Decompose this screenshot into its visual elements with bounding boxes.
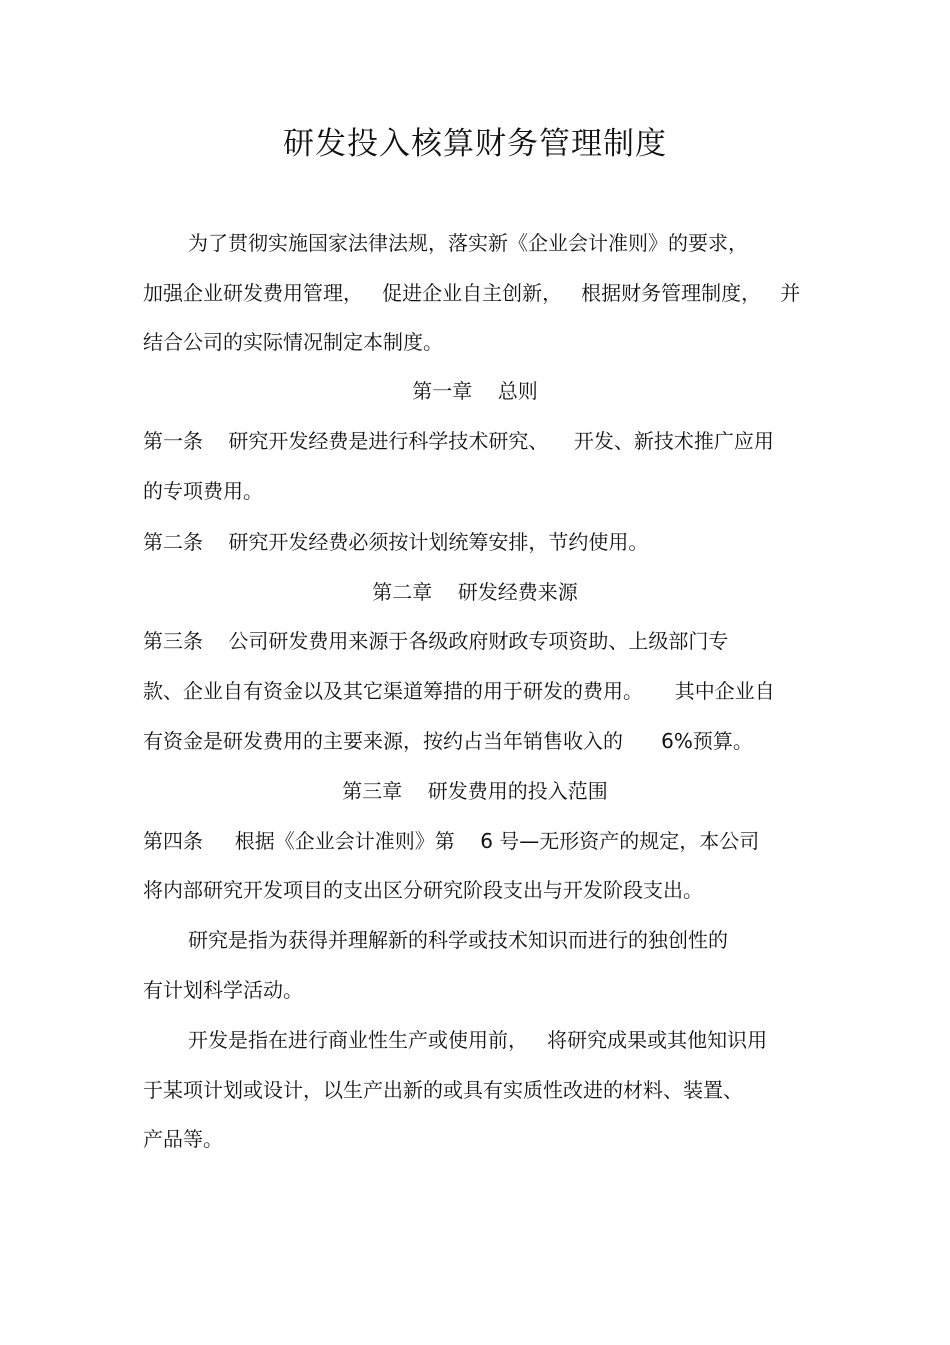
development-definition-line: 开发是指在进行商业性生产或使用前， 将研究成果或其他知识用 (188, 1028, 768, 1052)
article-2-line: 第二条 研究开发经费必须按计划统筹安排，节约使用。 (143, 530, 649, 554)
article-3-line: 有资金是研发费用的主要来源，按约占当年销售收入的 6%预算。 (143, 729, 753, 753)
intro-paragraph-line: 为了贯彻实施国家法律法规，落实新《企业会计准则》的要求， (188, 231, 748, 255)
intro-paragraph-line: 加强企业研发费用管理， 促进企业自主创新， 根据财务管理制度， 并 (143, 281, 801, 305)
research-definition-line: 有计划科学活动。 (143, 978, 303, 1002)
article-4-line: 第四条 根据《企业会计准则》第 6 号—无形资产的规定，本公司 (143, 829, 760, 853)
development-definition-line: 产品等。 (143, 1127, 223, 1151)
chapter-1-heading: 第一章 总则 (412, 379, 538, 403)
article-1-line: 第一条 研究开发经费是进行科学技术研究、 开发、新技术推广应用 (143, 429, 774, 453)
document-title: 研发投入核算财务管理制度 (283, 126, 667, 162)
development-definition-line: 于某项计划或设计，以生产出新的或具有实质性改进的材料、装置、 (143, 1078, 743, 1102)
article-4-line: 将内部研究开发项目的支出区分研究阶段支出与开发阶段支出。 (143, 878, 703, 902)
article-1-line: 的专项费用。 (143, 479, 263, 503)
research-definition-line: 研究是指为获得并理解新的科学或技术知识而进行的独创性的 (188, 928, 728, 952)
chapter-3-heading: 第三章 研发费用的投入范围 (342, 779, 608, 803)
chapter-2-heading: 第二章 研发经费来源 (372, 580, 578, 604)
article-3-line: 款、企业自有资金以及其它渠道筹措的用于研发的费用。 其中企业自 (143, 679, 775, 703)
article-3-line: 第三条 公司研发费用来源于各级政府财政专项资助、上级部门专 (143, 629, 729, 653)
intro-paragraph-line: 结合公司的实际情况制定本制度。 (143, 330, 443, 354)
